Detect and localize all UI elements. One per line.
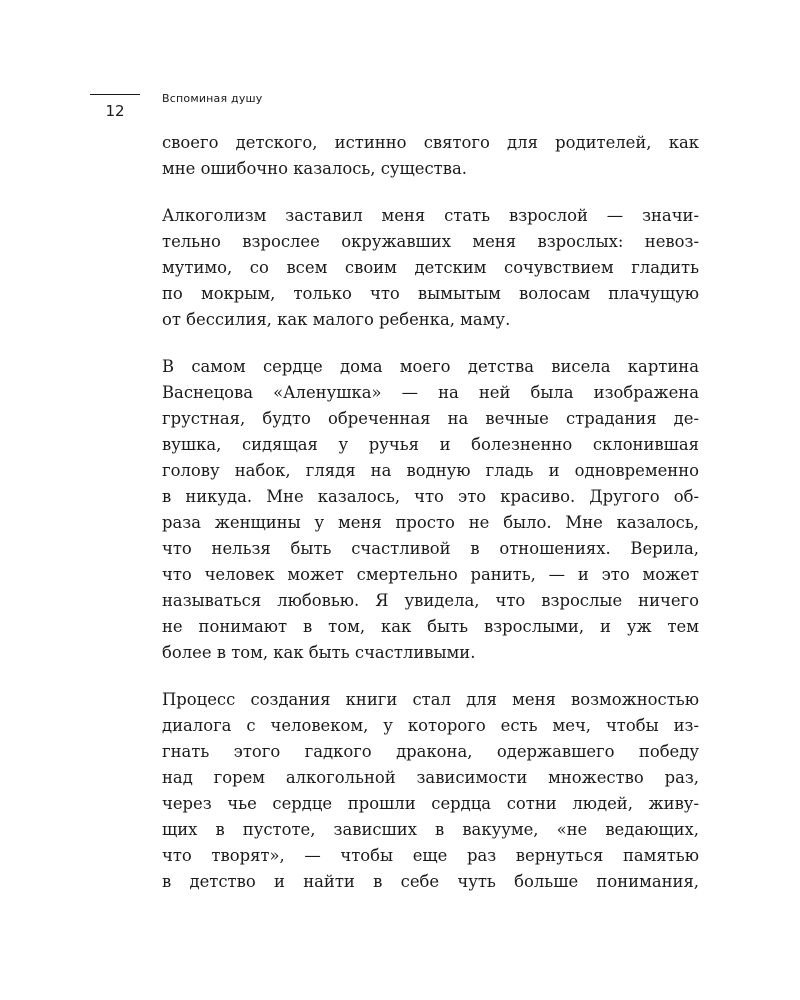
text-line: мутимо, со всем своим детским сочувствием гладить xyxy=(162,258,699,277)
running-head-title: Вспоминая душу xyxy=(162,92,263,105)
text-line: не понимают в том, как быть взрослыми, и уж тем xyxy=(162,617,699,636)
text-line: гнать этого гадкого дракона, одержавшего победу xyxy=(162,742,699,761)
text-line: Васнецова «Аленушка» — на ней была изображена xyxy=(162,383,699,402)
paragraph-1 xyxy=(162,130,699,182)
text-line: щих в пустоте, зависших в вакууме, «не ведающих, xyxy=(162,820,699,839)
text-line: через чье сердце прошли сердца сотни людей, живу- xyxy=(162,794,699,813)
text-line: по мокрым, только что вымытым волосам плачущую xyxy=(162,284,699,303)
page-number-rule xyxy=(90,94,140,95)
text-line: что творят», — чтобы еще раз вернуться памятью xyxy=(162,846,699,865)
paragraph-4 xyxy=(162,687,699,895)
paragraph-2 xyxy=(162,203,699,333)
page-number: 12 xyxy=(105,102,125,120)
text-line: называться любовью. Я увидела, что взрослые ничего xyxy=(162,591,699,610)
text-line: раза женщины у меня просто не было. Мне казалось, xyxy=(162,513,699,532)
text-line: что нельзя быть счастливой в отношениях. Верила, xyxy=(162,539,699,558)
body-text xyxy=(162,130,699,916)
text-line: вушка, сидящая у ручья и болезненно склонившая xyxy=(162,435,699,454)
text-line: Процесс создания книги стал для меня возможностью xyxy=(162,690,699,709)
text-line: в детство и найти в себе чуть больше понимания, xyxy=(162,872,699,891)
paragraph-3 xyxy=(162,354,699,666)
text-line: Алкоголизм заставил меня стать взрослой — значи- xyxy=(162,206,699,225)
text-line: что человек может смертельно ранить, — и это может xyxy=(162,565,699,584)
text-line: тельно взрослее окружавших меня взрослых: невоз- xyxy=(162,232,699,251)
text-line: грустная, будто обреченная на вечные страдания де- xyxy=(162,409,699,428)
text-line: В самом сердце дома моего детства висела картина xyxy=(162,357,699,376)
text-line: голову набок, глядя на водную гладь и одновременно xyxy=(162,461,699,480)
text-line: своего детского, истинно святого для родителей, как xyxy=(162,133,699,152)
text-line: в никуда. Мне казалось, что это красиво. Другого об- xyxy=(162,487,699,506)
text-line: мне ошибочно казалось, существа. xyxy=(162,159,467,178)
text-line: диалога с человеком, у которого есть меч, чтобы из- xyxy=(162,716,699,735)
text-line: более в том, как быть счастливыми. xyxy=(162,643,476,662)
text-line: от бессилия, как малого ребенка, маму. xyxy=(162,310,511,329)
text-line: над горем алкогольной зависимости множество раз, xyxy=(162,768,699,787)
